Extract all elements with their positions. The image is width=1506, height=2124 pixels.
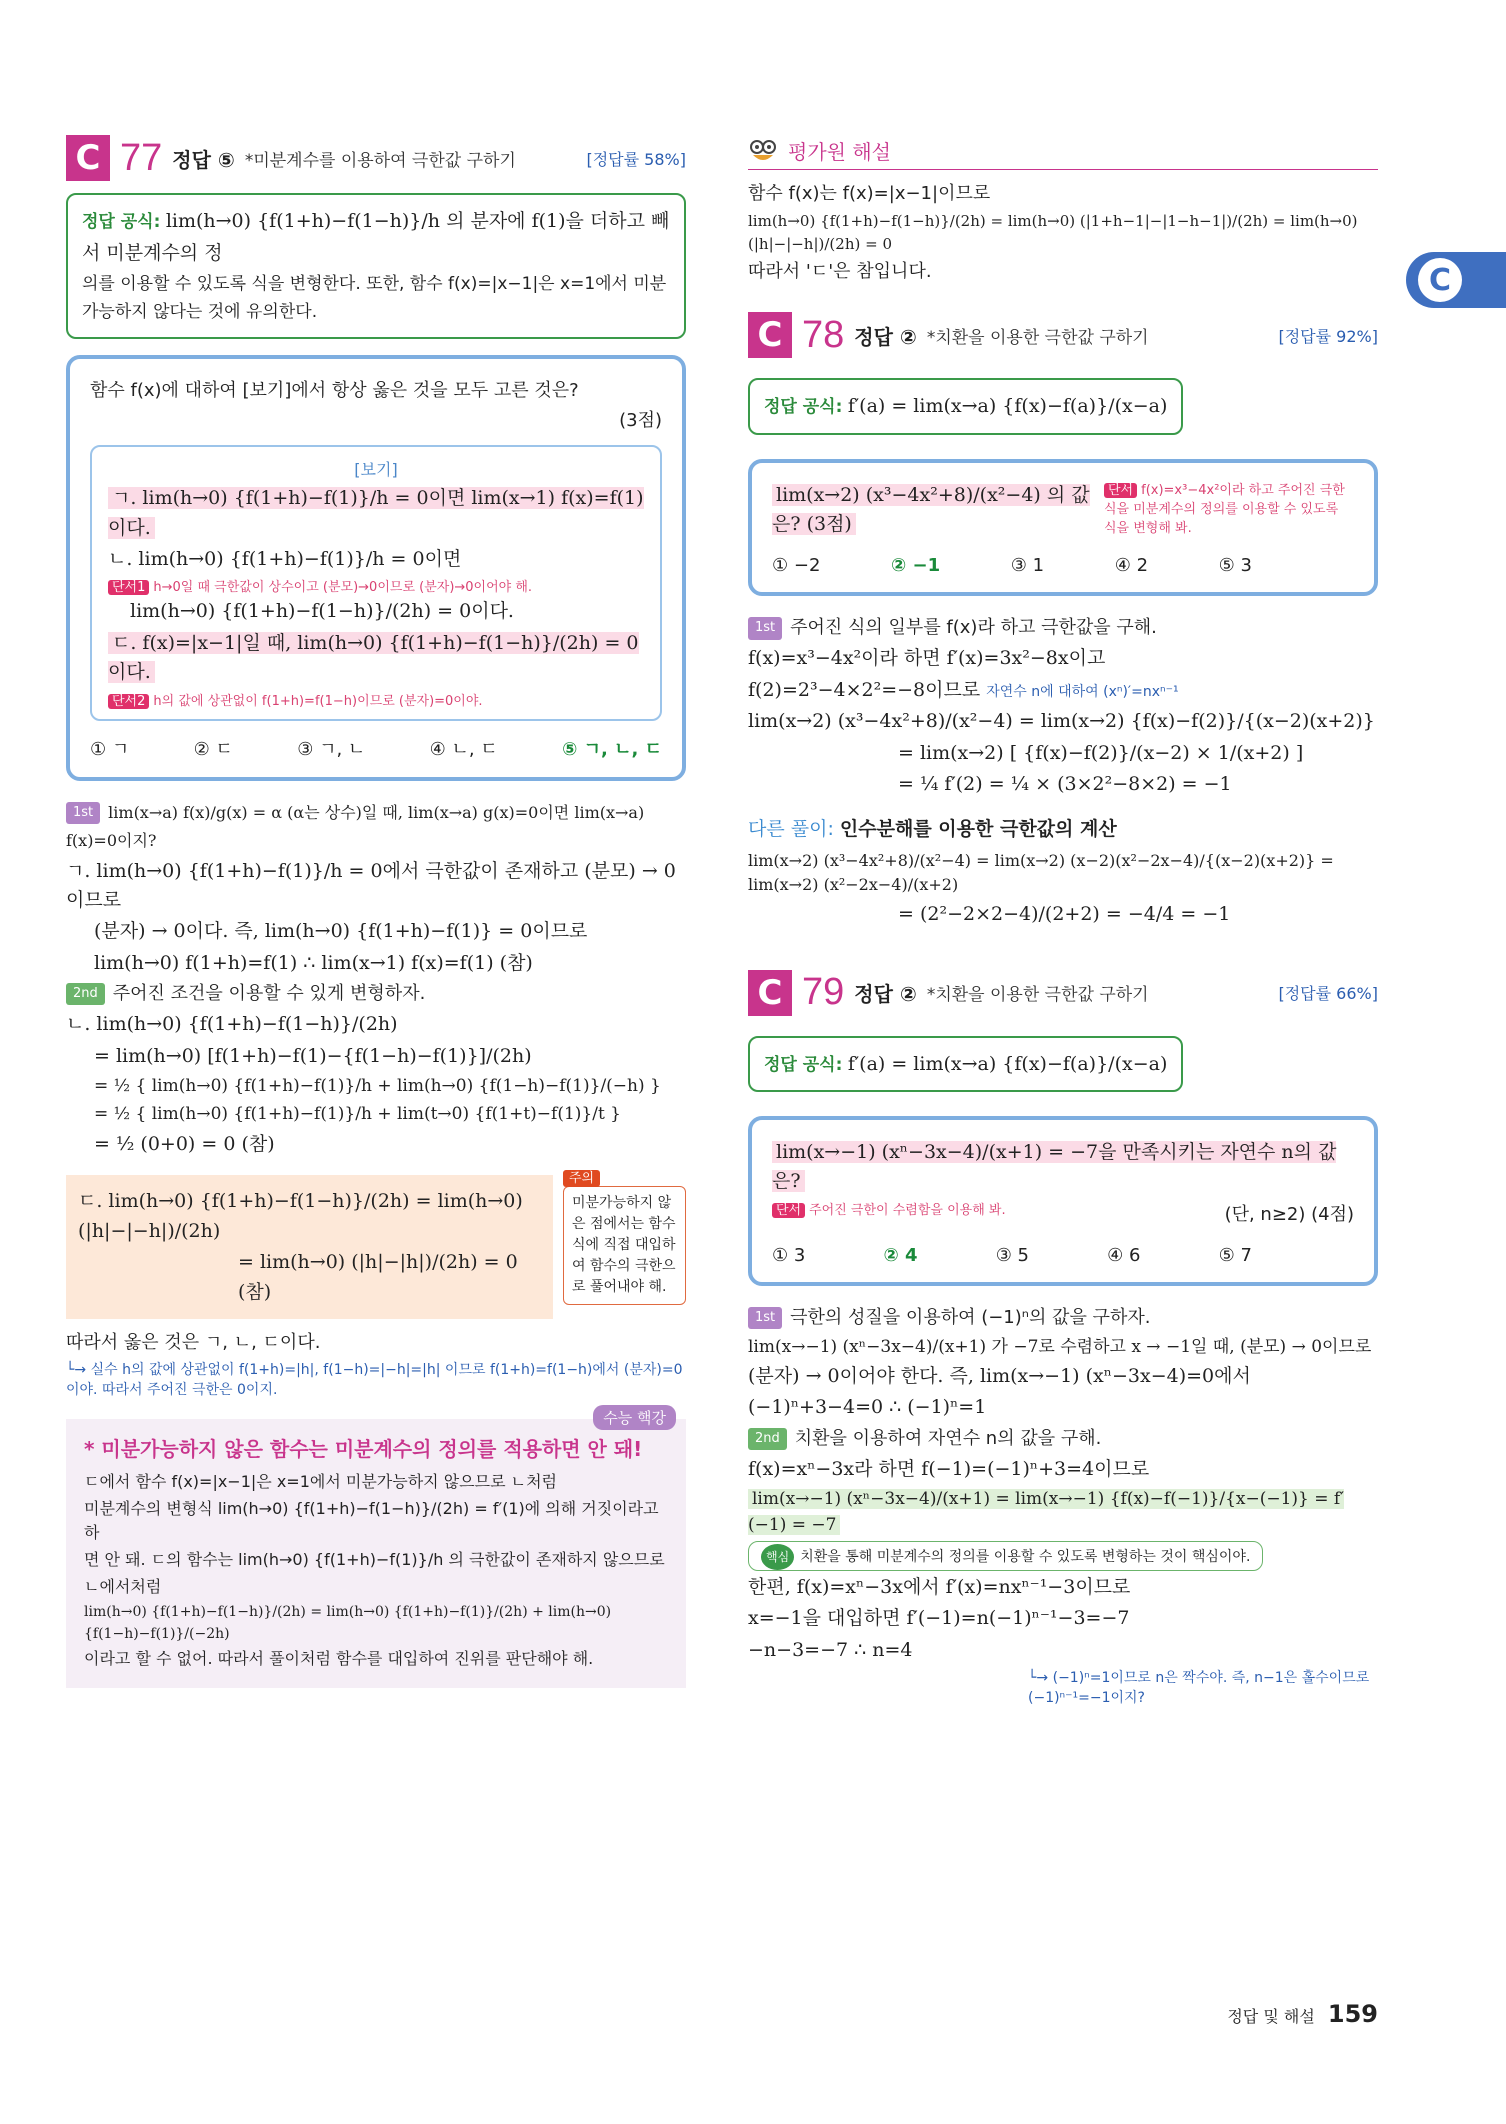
choice-1[interactable]: ① ㄱ <box>90 738 130 760</box>
eval-title: 평가원 해설 <box>788 139 891 164</box>
answer-label: 정답 ② <box>854 982 917 1007</box>
solution-line: ㄱ. lim(h→0) {f(1+h)−f(1)}/h = 0에서 극한값이 존재하고 (분모) → 0이므로 <box>66 859 676 911</box>
suneung-line: 미분계수의 변형식 lim(h→0) {f(1+h)−f(1−h)}/(2h) = f′(1)에 의해 거짓이라고 하 <box>84 1498 659 1543</box>
formula: f′(a) = lim(x→a) {f(x)−f(a)}/(x−a) <box>847 1052 1168 1075</box>
solution-c-block <box>66 1167 686 1327</box>
suneung-box <box>66 1408 686 1688</box>
problem-number: 79 <box>802 971 845 1014</box>
problem-number: 78 <box>802 313 845 356</box>
conclusion: 따라서 옳은 것은 ㄱ, ㄴ, ㄷ이다. <box>66 1331 321 1353</box>
correct-rate: [정답률 92%] <box>1278 326 1378 346</box>
solution-line: = ¼ f′(2) = ¼ × (3×2²−8×2) = −1 <box>898 773 1232 796</box>
topic-label: *미분계수를 이용하여 극한값 구하기 <box>244 150 516 171</box>
solution-line: = ½ (0+0) = 0 (참) <box>94 1132 275 1155</box>
caution-block <box>563 1167 686 1305</box>
choice-3[interactable]: ③ 1 <box>1010 555 1045 577</box>
alt-title: 인수분해를 이용한 극한값의 계산 <box>839 817 1117 840</box>
step-2: 2nd 치환을 이용하여 자연수 n의 값을 구해. <box>748 1425 1378 1453</box>
suneung-tag: 수능 핵강 <box>593 1405 676 1430</box>
page-number: 159 <box>1327 2000 1378 2028</box>
formula-tag: 정답 공식: <box>82 212 161 232</box>
formula-line: 가능하지 않다는 것에 유의한다. <box>82 302 318 323</box>
choice-4[interactable]: ④ ㄴ, ㄷ <box>429 738 498 760</box>
question-box <box>748 1116 1378 1286</box>
footer-label: 정답 및 해설 <box>1227 2007 1315 2026</box>
solution-line: f(x)=x³−4x²이라 하면 f′(x)=3x²−8x이고 <box>748 647 1106 670</box>
category-badge: C <box>748 970 792 1016</box>
alt-solution-header <box>748 814 1378 841</box>
solution-line: lim(x→−1) (xⁿ−3x−4)/(x+1) = lim(x→−1) {f(x)−f(−1)}/{x−(−1)} = f′(−1) = −7 <box>748 1489 1345 1536</box>
owl-icon <box>748 135 778 165</box>
step-2: 2nd 주어진 조건을 이용할 수 있게 변형하자. <box>66 980 686 1008</box>
caution-text: 미분가능하지 않은 점에서는 함수식에 직접 대입하여 함수의 극한으로 풀어내야 해. <box>563 1186 686 1305</box>
solution-line: lim(h→0) f(1+h)=f(1) ∴ lim(x→1) f(x)=f(1) (참) <box>94 951 533 974</box>
topic-label: *치환을 이용한 극한값 구하기 <box>926 985 1149 1006</box>
choice-5[interactable]: ⑤ 7 <box>1218 1244 1252 1266</box>
choice-4[interactable]: ④ 2 <box>1114 555 1149 577</box>
choice-1[interactable]: ① −2 <box>772 555 821 577</box>
topic-label: *치환을 이용한 극한값 구하기 <box>926 327 1149 348</box>
solution-line: f(x)=xⁿ−3x라 하면 f(−1)=(−1)ⁿ+3=4이므로 <box>748 1457 1150 1480</box>
eval-line: 따라서 'ㄷ'은 참입니다. <box>748 261 932 283</box>
choice-3[interactable]: ③ ㄱ, ㄴ <box>297 738 366 760</box>
choices <box>772 555 1252 576</box>
alt-line: lim(x→2) (x³−4x²+8)/(x²−4) = lim(x→2) (x−2)(x²−2x−4)/{(x−2)(x+2)} = lim(x→2) (x²−2x−4)/(x+2) <box>748 850 1334 895</box>
solution-line: = ½ { lim(h→0) {f(1+h)−f(1)}/h + lim(h→0) {f(1−h)−f(1)}/(−h) } <box>94 1076 661 1097</box>
bogi-box <box>90 445 662 721</box>
solution-line: = lim(h→0) (|h|−|h|)/(2h) = 0 (참) <box>238 1251 518 1303</box>
hint: 단서 주어진 극한이 수렴함을 이용해 봐. <box>772 1199 1006 1231</box>
choice-3[interactable]: ③ 5 <box>995 1244 1029 1266</box>
alt-label: 다른 풀이: <box>748 817 834 840</box>
question-text: lim(x→−1) (xⁿ−3x−4)/(x+1) = −7을 만족시키는 자연수 n의 값은? <box>772 1140 1337 1193</box>
choice-5-selected[interactable]: ⑤ ㄱ, ㄴ, ㄷ <box>562 738 662 760</box>
hint-1: 단서1 h→0일 때 극한값이 상수이고 (분모)→0이므로 (분자)→0이어야 해. <box>108 576 644 595</box>
right-column <box>748 135 1378 1707</box>
suneung-title: * 미분가능하지 않은 함수는 미분계수의 정의를 적용하면 안 돼! <box>84 1436 643 1461</box>
section-tab[interactable] <box>1406 252 1506 308</box>
conclusion-note: └→ 실수 h의 값에 상관없이 f(1+h)=|h|, f(1−h)=|−h|=|h| 이므로 f(1+h)=f(1−h)에서 (분자)=0이야. 따라서 주어진 극한은 0이지. <box>66 1361 683 1398</box>
suneung-line: ㄷ에서 함수 f(x)=|x−1|은 x=1에서 미분가능하지 않으므로 ㄴ처럼 <box>84 1471 557 1491</box>
solution-line: 한편, f(x)=xⁿ−3x에서 f′(x)=nxⁿ⁻¹−3이므로 <box>748 1575 1131 1598</box>
solution-c-box <box>66 1175 553 1319</box>
suneung-line: 이라고 할 수 없어. 따라서 풀이처럼 함수를 대입하여 진위를 판단해야 해. <box>84 1649 594 1669</box>
bogi-item: ㄱ. lim(h→0) {f(1+h)−f(1)}/h = 0이면 lim(x→1) f(x)=f(1)이다. <box>108 487 644 539</box>
choice-2-selected[interactable]: ② 4 <box>883 1244 918 1266</box>
hint: 단서 f(x)=x³−4x²이라 하고 주어진 극한식을 미분계수의 정의를 이용할 수 있도록 식을 변형해 봐. <box>1104 482 1345 536</box>
solution-line: x=−1을 대입하면 f′(−1)=n(−1)ⁿ⁻¹−3=−7 <box>748 1607 1130 1630</box>
choice-5[interactable]: ⑤ 3 <box>1218 555 1252 577</box>
question-text: lim(x→2) (x³−4x²+8)/(x²−4) 의 값은? (3점) <box>772 483 1090 536</box>
bogi-item: lim(h→0) {f(1+h)−f(1−h)}/(2h) = 0이다. <box>130 600 514 623</box>
problem-77-header <box>66 135 686 181</box>
solution-line: lim(x→−1) (xⁿ−3x−4)/(x+1) 가 −7로 수렴하고 x → −1일 때, (분모) → 0이므로 <box>748 1336 1372 1357</box>
answer-formula-box <box>748 1036 1183 1092</box>
solution-line: f(2)=2³−4×2²=−8이므로 자연수 n에 대하여 (xⁿ)′=nxⁿ⁻¹ <box>748 678 1179 701</box>
step-1: 1st lim(x→a) f(x)/g(x) = α (α는 상수)일 때, lim(x→a) g(x)=0이면 lim(x→a) f(x)=0이지? <box>66 802 645 850</box>
solution-line: (분자) → 0이어야 한다. 즉, lim(x→−1) (xⁿ−3x−4)=0에서 <box>748 1364 1251 1387</box>
points: (3점) <box>619 410 662 432</box>
category-badge: C <box>748 312 792 358</box>
solution-line: ㄴ. lim(h→0) {f(1+h)−f(1−h)}/(2h) <box>66 1013 398 1036</box>
choice-1[interactable]: ① 3 <box>772 1244 806 1266</box>
choices <box>772 1245 1252 1266</box>
problem-number: 77 <box>120 136 163 179</box>
bogi-item: ㄷ. f(x)=|x−1|일 때, lim(h→0) {f(1+h)−f(1−h)}/(2h) = 0이다. <box>108 631 639 684</box>
question-row <box>772 479 1354 542</box>
solution-line: (분자) → 0이다. 즉, lim(h→0) {f(1+h)−f(1)} = 0이므로 <box>94 920 588 943</box>
formula-tag: 정답 공식: <box>764 1054 843 1075</box>
eval-line: 함수 f(x)는 f(x)=|x−1|이므로 <box>748 183 991 204</box>
suneung-line: ㄴ에서처럼 <box>84 1577 162 1597</box>
problem-78-header <box>748 312 1378 358</box>
choice-2[interactable]: ② ㄷ <box>193 738 233 760</box>
solution-line: = lim(x→2) [ {f(x)−f(2)}/(x−2) × 1/(x+2) ] <box>898 741 1304 764</box>
correct-rate: [정답률 66%] <box>1278 984 1378 1004</box>
suneung-line: 면 안 돼. ㄷ의 함수는 lim(h→0) {f(1+h)−f(1)}/h 의 극한값이 존재하지 않으므로 <box>84 1550 665 1570</box>
alt-line: = (2²−2×2−4)/(2+2) = −4/4 = −1 <box>898 903 1231 926</box>
solution-line: ㄷ. lim(h→0) {f(1+h)−f(1−h)}/(2h) = lim(h→0) (|h|−|−h|)/(2h) <box>78 1190 523 1242</box>
solution-line: −n−3=−7 ∴ n=4 <box>748 1638 913 1661</box>
solution-line: (−1)ⁿ+3−4=0 ∴ (−1)ⁿ=1 <box>748 1396 987 1419</box>
question-text: 함수 f(x)에 대하여 [보기]에서 항상 옳은 것을 모두 고른 것은? <box>90 380 579 402</box>
suneung-line: lim(h→0) {f(1+h)−f(1−h)}/(2h) = lim(h→0) {f(1+h)−f(1)}/(2h) + lim(h→0) {f(1−h)−f(1)}/(−2h) <box>84 1603 612 1642</box>
formula: f′(a) = lim(x→a) {f(x)−f(a)}/(x−a) <box>847 395 1168 418</box>
question-box <box>66 355 686 780</box>
question-box <box>748 459 1378 597</box>
section-tab-label: C <box>1418 258 1462 302</box>
step-1: 1st 주어진 식의 일부를 f(x)라 하고 극한값을 구해. <box>748 614 1378 642</box>
answer-formula-box <box>66 193 686 339</box>
question-row <box>772 1199 1354 1231</box>
category-badge: C <box>66 135 110 181</box>
solution-line: = ½ { lim(h→0) {f(1+h)−f(1)}/h + lim(t→0) {f(1+t)−f(1)}/t } <box>94 1104 621 1125</box>
hint-2: 단서2 h의 값에 상관없이 f(1+h)=f(1−h)이므로 (분자)=0이야. <box>108 690 644 709</box>
eval-line: lim(h→0) {f(1+h)−f(1−h)}/(2h) = lim(h→0) (|1+h−1|−|1−h−1|)/(2h) = lim(h→0) (|h|−|−h|)/(2h) = 0 <box>748 211 1358 254</box>
choice-2-selected[interactable]: ② −1 <box>891 555 941 577</box>
left-column <box>66 135 686 1688</box>
choices <box>90 735 662 761</box>
formula-tag: 정답 공식: <box>764 397 843 418</box>
core-note: 핵심 치환을 통해 미분계수의 정의를 이용할 수 있도록 변형하는 것이 핵심이야. <box>748 1541 1263 1571</box>
answer-label: 정답 ② <box>854 324 917 349</box>
formula-line: 의를 이용할 수 있도록 식을 변형한다. 또한, 함수 f(x)=|x−1|은 x=1에서 미분 <box>82 273 667 294</box>
bogi-item: ㄴ. lim(h→0) {f(1+h)−f(1)}/h = 0이면 <box>108 548 462 571</box>
problem-79-header <box>748 970 1378 1016</box>
caution-label: 주의 <box>563 1170 600 1187</box>
answer-label: 정답 ⑤ <box>172 147 235 172</box>
correct-rate: [정답률 58%] <box>586 149 686 169</box>
condition: (단, n≥2) (4점) <box>1224 1203 1354 1225</box>
step-1: 1st 극한의 성질을 이용하여 (−1)ⁿ의 값을 구하자. <box>748 1304 1378 1332</box>
formula-line: lim(h→0) {f(1+h)−f(1−h)}/h 의 분자에 f(1)을 더하고 빼서 미분계수의 정 <box>82 210 670 265</box>
solution-line: = lim(h→0) [f(1+h)−f(1)−{f(1−h)−f(1)}]/(2h) <box>94 1044 532 1067</box>
bogi-title: [보기] <box>354 460 398 480</box>
solution-line: lim(x→2) (x³−4x²+8)/(x²−4) = lim(x→2) {f(x)−f(2)}/{(x−2)(x+2)} <box>748 710 1375 733</box>
answer-formula-box <box>748 378 1183 434</box>
page-footer <box>1227 2000 1378 2028</box>
solution-note: └→ (−1)ⁿ=1이므로 n은 짝수야. 즉, n−1은 홀수이므로 (−1)ⁿ⁻¹=−1이지? <box>1028 1670 1370 1707</box>
choice-4[interactable]: ④ 6 <box>1107 1244 1141 1266</box>
eval-header <box>748 135 1378 170</box>
